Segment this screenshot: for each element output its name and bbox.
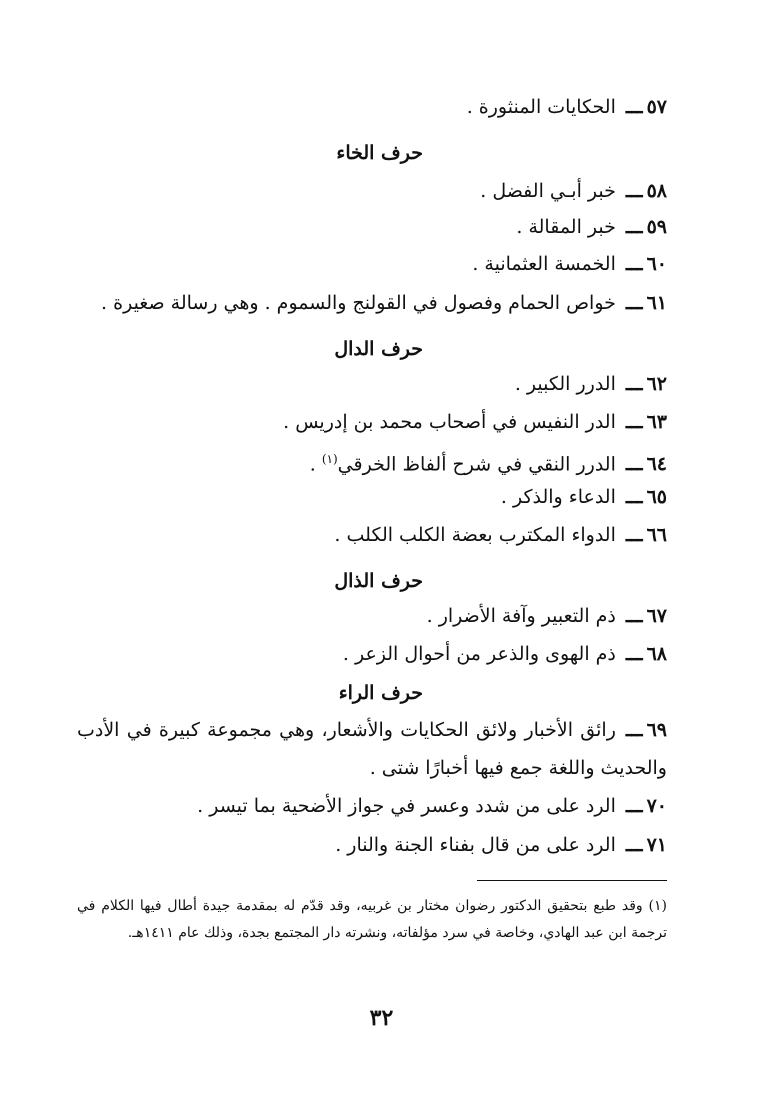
entry-dash: ـــ (625, 524, 643, 546)
entry-number: ٧٠ (646, 795, 667, 817)
section-heading-ra: حرف الراء (338, 682, 423, 704)
entry-title-tail: . (309, 453, 322, 476)
entry-dash: ـــ (625, 180, 643, 202)
entry-title: الدعاء والذكر . (500, 486, 616, 508)
section-heading-dal: حرف الدال (334, 338, 423, 360)
list-item (77, 245, 667, 283)
list-item (77, 365, 667, 403)
footnote-separator (477, 880, 667, 881)
entry-title: الخمسة العثمانية . (472, 253, 616, 275)
entry-number: ٦٢ (646, 373, 667, 395)
entry-number: ٦٤ (646, 453, 667, 476)
entry-number: ٦٥ (646, 486, 667, 508)
list-item (77, 284, 667, 322)
list-item (77, 172, 667, 210)
section-heading-kha: حرف الخاء (336, 142, 423, 164)
entry-dash: ـــ (625, 292, 643, 314)
list-item (77, 516, 667, 554)
footnote-marker[interactable]: (١) (321, 452, 338, 466)
entry-number: ٦٠ (646, 253, 667, 275)
entry-number: ٦١ (646, 292, 667, 314)
entry-title: الدواء المكترب بعضة الكلب الكلب . (334, 524, 616, 546)
entry-dash: ـــ (625, 834, 643, 856)
entry-dash: ـــ (625, 96, 643, 118)
page-number: ٣٢ (369, 1005, 394, 1031)
entry-title: الحكايات المنثورة . (466, 96, 616, 118)
entry-number: ٦٩ (646, 719, 667, 741)
entry-dash: ـــ (625, 453, 643, 476)
entry-dash: ـــ (625, 411, 643, 433)
list-item (77, 478, 667, 516)
entry-number: ٦٨ (646, 643, 667, 665)
list-item (77, 711, 667, 787)
list-item (77, 787, 667, 825)
list-item (77, 403, 667, 441)
entry-dash: ـــ (625, 605, 643, 627)
entry-title: الدر النفيس في أصحاب محمد بن إدريس . (283, 411, 616, 433)
entry-number: ٥٧ (646, 96, 667, 118)
entry-title: ذم الهوى والذعر من أحوال الزعر . (342, 643, 616, 665)
list-item (77, 440, 667, 483)
entry-number: ٦٣ (646, 411, 667, 433)
entry-title: الرد على من قال بفناء الجنة والنار . (335, 834, 616, 856)
entry-title: خبر المقالة . (516, 216, 616, 238)
entry-number: ٦٦ (646, 524, 667, 546)
entry-dash: ـــ (625, 643, 643, 665)
entry-title: الدرر النقي في شرح ألفاظ الخرقي (337, 453, 616, 476)
entry-dash: ـــ (625, 373, 643, 395)
entry-title: الدرر الكبير . (514, 373, 616, 395)
entry-title: خبر أبـي الفضل . (480, 180, 616, 202)
entry-title: ذم التعبير وآفة الأضرار . (426, 605, 616, 627)
entry-dash: ـــ (625, 216, 643, 238)
entry-title: رائق الأخبار ولائق الحكايات والأشعار، وهي مجموعة كبيرة في الأدب والحديث واللغة جمع فيها أخبارًا شتى . (77, 719, 667, 779)
list-item (77, 208, 667, 246)
entry-number: ٥٩ (646, 216, 667, 238)
entry-dash: ـــ (625, 719, 643, 741)
list-item (77, 635, 667, 673)
list-item (77, 826, 667, 864)
entry-title: الرد على من شدد وعسر في جواز الأضحية بما تيسر . (197, 795, 616, 817)
entry-dash: ـــ (625, 253, 643, 275)
entry-number: ٧١ (646, 834, 667, 856)
entry-title: خواص الحمام وفصول في القولنج والسموم . وهي رسالة صغيرة . (101, 292, 616, 314)
footnote: (١) وقد طبع بتحقيق الدكتور رضوان مختار بن غربيه، وقد قدّم له بمقدمة جيدة أطال فيها الكلام في ترجمة ابن عبد الهادي، وخاصة في سرد مؤلفاته، ونشرته دار المجتمع بجدة، وذلك عام ١٤١١هـ. (77, 898, 667, 941)
list-item (77, 597, 667, 635)
section-heading-thal: حرف الذال (334, 570, 423, 592)
entry-number: ٥٨ (646, 180, 667, 202)
entry-dash: ـــ (625, 486, 643, 508)
entry-number: ٦٧ (646, 605, 667, 627)
entry-dash: ـــ (625, 795, 643, 817)
list-item (77, 88, 667, 126)
